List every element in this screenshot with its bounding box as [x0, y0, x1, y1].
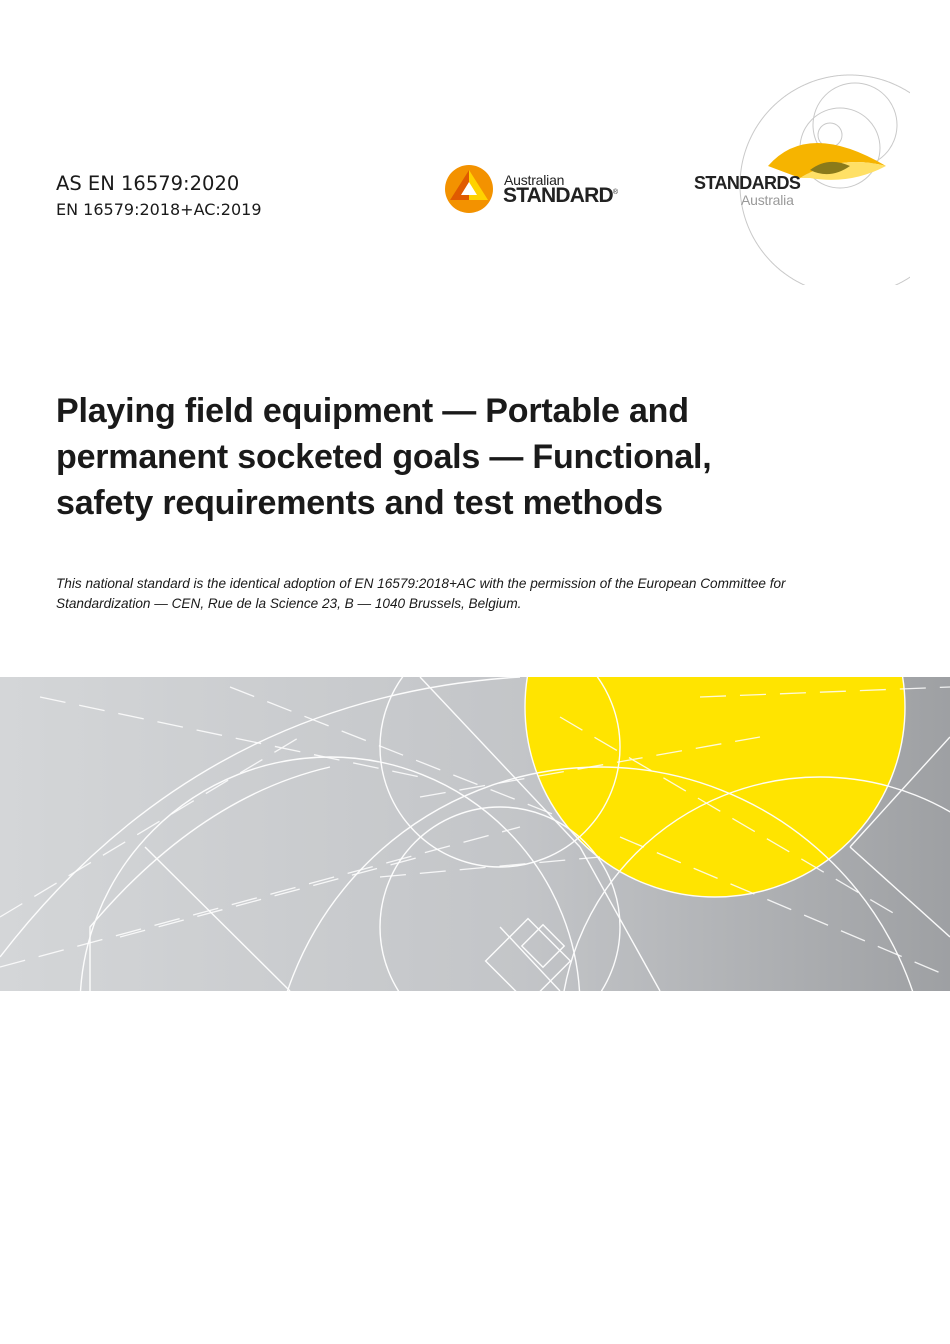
standards-australia-logo	[690, 70, 910, 285]
australian-standard-logo	[444, 164, 634, 216]
adoption-statement-line: Standardization — CEN, Rue de la Science 23, B — 1040 Brussels, Belgium.	[56, 596, 522, 611]
adoption-statement-line: This national standard is the identical adoption of EN 16579:2018+AC with the permission of the European Committee for	[56, 576, 786, 591]
document-title	[56, 388, 896, 526]
document-title-line: Playing field equipment — Portable and	[56, 392, 689, 430]
document-title-line: safety requirements and test methods	[56, 484, 663, 522]
australian-standard-line1: Australian	[504, 172, 565, 188]
decorative-banner	[0, 677, 950, 991]
standard-number: AS EN 16579:2020	[56, 172, 240, 195]
standards-australia-line1: STANDARDS	[694, 173, 801, 193]
geometric-pattern-illustration	[0, 677, 950, 991]
adoption-statement	[56, 574, 896, 614]
document-title-line: permanent socketed goals — Functional,	[56, 438, 712, 476]
australian-standard-line2: STANDARD®	[503, 184, 618, 207]
standards-australia-line2: Australia	[741, 192, 794, 208]
source-standard-number: EN 16579:2018+AC:2019	[56, 200, 262, 219]
australian-standard-triangle-icon	[444, 164, 494, 214]
